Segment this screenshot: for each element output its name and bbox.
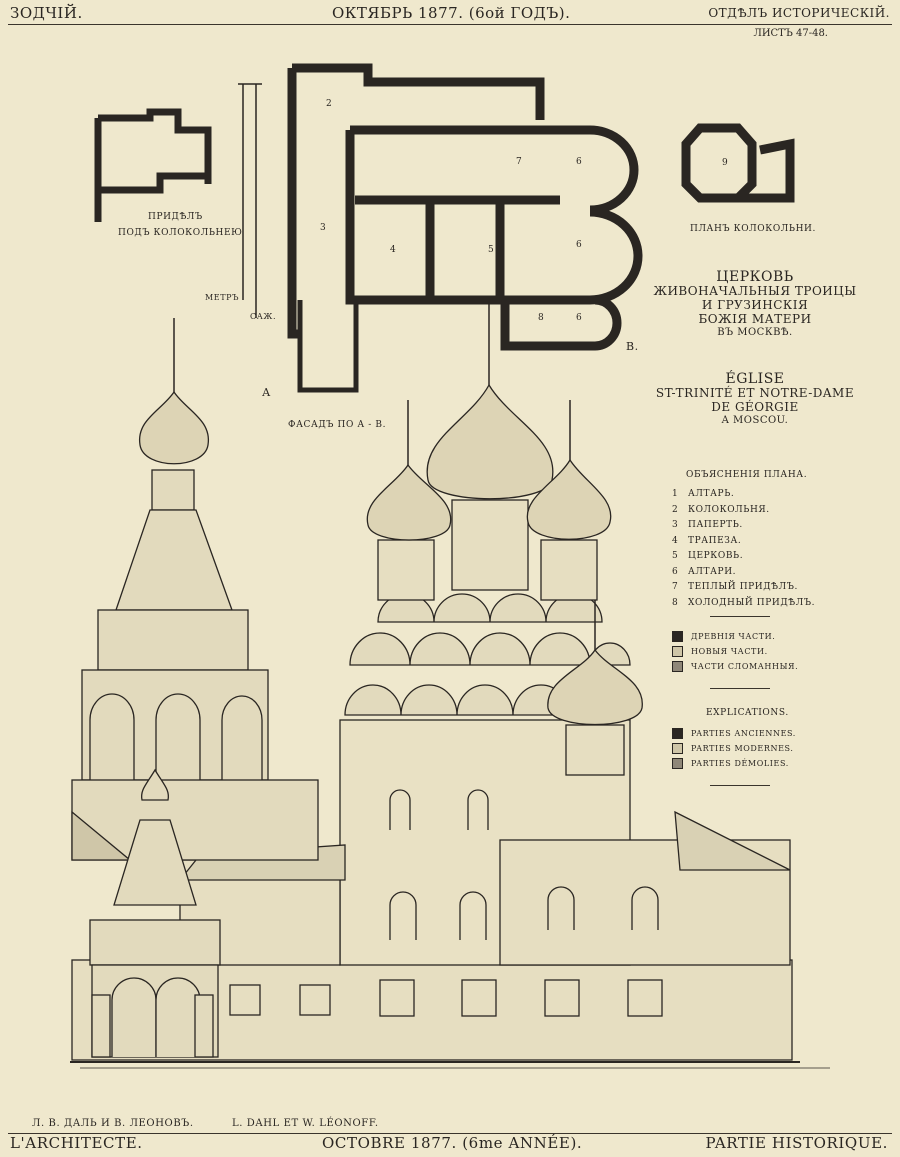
facade-label: ФАСАДЪ ПО А - В. xyxy=(288,420,387,430)
explications-heading: EXPLICATIONS. xyxy=(706,708,789,718)
title-fr-line-4: A MOSCOU. xyxy=(721,415,789,426)
title-fr-line-2: ST-TRINITÉ ET NOTRE-DAME xyxy=(655,386,855,400)
sazhen-label: САЖ. xyxy=(250,312,277,321)
swatch-row-demolished: ЧАСТИ СЛОМАННЫЯ. xyxy=(672,659,798,674)
bell-tower xyxy=(72,470,318,860)
legend-item: 5 ЦЕРКОВЬ. xyxy=(672,551,744,561)
credits-ru: Л. В. ДАЛЬ И В. ЛЕОНОВЪ. xyxy=(32,1118,194,1129)
legend-item: 4 ТРАПЕЗА. xyxy=(672,535,742,546)
plan-number-6b: 6 xyxy=(576,240,582,250)
point-a: А xyxy=(262,386,271,399)
legend-item: 8 ХОЛОДНЫЙ ПРИДѢЛЪ. xyxy=(672,597,816,608)
plan-number-9: 9 xyxy=(722,158,728,168)
footer-center: OCTOBRE 1877. (6me ANNÉE). xyxy=(322,1134,583,1152)
plan-number-2: 2 xyxy=(326,99,332,109)
title-fr-line-1: ÉGLISE xyxy=(725,371,785,387)
chapel-label-1: ПРИДѢЛЪ xyxy=(148,212,203,222)
plan-number-3: 3 xyxy=(320,223,326,233)
plan-number-8: 8 xyxy=(538,313,544,323)
metre-label: МЕТРЪ xyxy=(205,293,240,302)
legend-item: 6 АЛТАРИ. xyxy=(672,566,737,577)
plan-number-6a: 6 xyxy=(576,157,582,167)
sheet-number: ЛИСТЪ 47-48. xyxy=(753,28,828,39)
header-left: ЗОДЧІЙ. xyxy=(10,4,83,22)
swatch-row-modernes: PARTIES MODERNES. xyxy=(672,741,796,756)
swatch-row-demolies: PARTIES DÉMOLIES. xyxy=(672,756,796,771)
title-ru-line-5: ВЪ МОСКВѢ. xyxy=(717,327,793,338)
header-center: ОКТЯБРЬ 1877. (6ой ГОДЪ). xyxy=(332,4,571,22)
title-ru-line-4: БОЖІЯ МАТЕРИ xyxy=(698,312,812,326)
plan-number-5: 5 xyxy=(488,245,494,255)
title-fr-line-3: DE GÉORGIE xyxy=(711,400,799,414)
swatch-row-modern: НОВЫЯ ЧАСТИ. xyxy=(672,644,798,659)
title-ru-line-1: ЦЕРКОВЬ xyxy=(716,269,794,285)
legend-item: 2 КОЛОКОЛЬНЯ. xyxy=(672,504,770,515)
legend-item: 3 ПАПЕРТЬ. xyxy=(672,520,743,530)
legend-heading: ОБЪЯСНЕНІЯ ПЛАНА. xyxy=(686,470,808,480)
title-ru-line-2: ЖИВОНАЧАЛЬНЫЯ ТРОИЦЫ xyxy=(653,284,857,298)
swatch-row-ancient: ДРЕВНІЯ ЧАСТИ. xyxy=(672,629,798,644)
point-b: В. xyxy=(626,340,639,353)
plan-number-4: 4 xyxy=(390,245,396,255)
plan-number-6c: 6 xyxy=(576,313,582,323)
plan-number-7: 7 xyxy=(516,157,522,167)
title-ru-line-3: И ГРУЗИНСКІЯ xyxy=(701,298,809,312)
legend-item: 7 ТЕПЛЫЙ ПРИДѢЛЪ. xyxy=(672,582,798,592)
swatch-row-anciennes: PARTIES ANCIENNES. xyxy=(672,726,796,741)
legend-item: 1 АЛТАРЬ. xyxy=(672,489,735,499)
belfry-plan-label: ПЛАНЪ КОЛОКОЛЬНИ. xyxy=(690,224,816,234)
header-right: ОТДѢЛЪ ИСТОРИЧЕСКІЙ. xyxy=(708,6,890,20)
credits-fr: L. DAHL ET W. LÉONOFF. xyxy=(232,1118,379,1129)
chapel-label-2: ПОДЪ КОЛОКОЛЬНЕЮ xyxy=(118,228,243,238)
footer-right: PARTIE HISTORIQUE. xyxy=(705,1134,888,1152)
footer-left: L'ARCHITECTE. xyxy=(10,1134,143,1152)
